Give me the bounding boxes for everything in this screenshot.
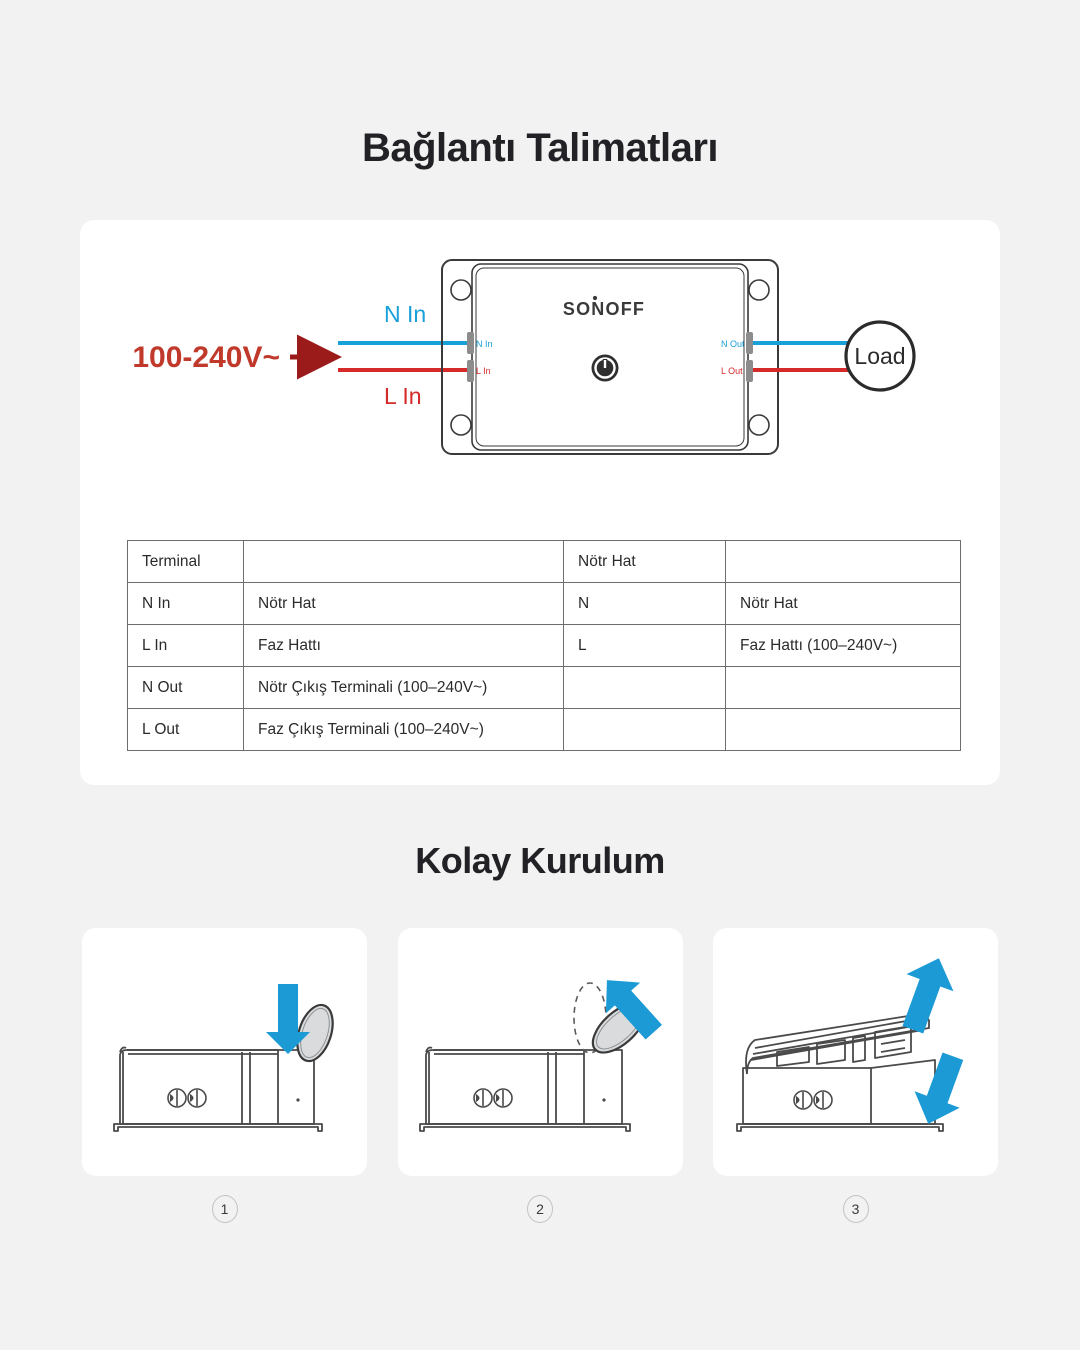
table-cell <box>726 667 961 709</box>
table-cell: Terminal <box>128 541 244 583</box>
device-n-in-label: N In <box>476 339 493 349</box>
table-cell: N In <box>128 583 244 625</box>
table-cell <box>244 541 564 583</box>
table-cell: Nötr Çıkış Terminali (100–240V~) <box>244 667 564 709</box>
install-step-2 <box>398 928 683 1223</box>
section-title-install: Kolay Kurulum <box>415 840 665 881</box>
install-step-3 <box>713 928 998 1223</box>
table-cell <box>726 709 961 751</box>
device-l-out-label: L Out <box>721 366 743 376</box>
load-label: Load <box>854 343 906 369</box>
table-cell: Nötr Hat <box>564 541 726 583</box>
device-n-out-label: N Out <box>721 339 745 349</box>
open-housing-icon <box>713 928 998 1176</box>
table-row <box>128 583 961 625</box>
table-cell: Nötr Hat <box>244 583 564 625</box>
table-row <box>128 625 961 667</box>
supply-voltage-label: 100-240V~ <box>132 341 280 374</box>
table-cell: L <box>564 625 726 667</box>
install-steps-row <box>82 928 998 1223</box>
live-in-label: L In <box>384 383 422 409</box>
wiring-card <box>80 220 1000 785</box>
neutral-in-label: N In <box>384 301 427 327</box>
terminal-table-body <box>128 541 961 751</box>
table-cell: L In <box>128 625 244 667</box>
screw-terminals <box>794 1091 925 1109</box>
device-l-in-label: L In <box>476 366 491 376</box>
wiring-diagram <box>80 220 1000 520</box>
table-cell: L Out <box>128 709 244 751</box>
table-cell <box>564 667 726 709</box>
page-title: Bağlantı Talimatları <box>361 126 718 170</box>
step-number-badge: 2 <box>527 1195 553 1223</box>
step-3-illustration-card <box>713 928 998 1176</box>
svg-text:SONOFF: SONOFF <box>562 299 646 319</box>
power-icon <box>592 355 619 382</box>
table-cell: Faz Hattı (100–240V~) <box>726 625 961 667</box>
table-row <box>128 667 961 709</box>
table-cell: Faz Çıkış Terminali (100–240V~) <box>244 709 564 751</box>
press-tab-down-icon <box>82 928 367 1176</box>
lift-tab-up-icon <box>398 928 683 1176</box>
table-cell: Faz Hattı <box>244 625 564 667</box>
table-row <box>128 709 961 751</box>
sonoff-logo <box>563 296 645 319</box>
table-cell <box>726 541 961 583</box>
table-cell: N Out <box>128 667 244 709</box>
install-step-1 <box>82 928 367 1223</box>
screw-terminals <box>168 1089 300 1107</box>
table-row <box>128 541 961 583</box>
step-number-badge: 3 <box>843 1195 869 1223</box>
terminal-table <box>127 540 961 751</box>
screw-terminals <box>474 1089 606 1107</box>
table-cell <box>564 709 726 751</box>
step-1-illustration-card <box>82 928 367 1176</box>
table-cell: N <box>564 583 726 625</box>
step-2-illustration-card <box>398 928 683 1176</box>
down-arrow-icon <box>906 1048 976 1132</box>
up-arrow-icon <box>889 950 962 1039</box>
table-cell: Nötr Hat <box>726 583 961 625</box>
step-number-badge: 1 <box>212 1195 238 1223</box>
